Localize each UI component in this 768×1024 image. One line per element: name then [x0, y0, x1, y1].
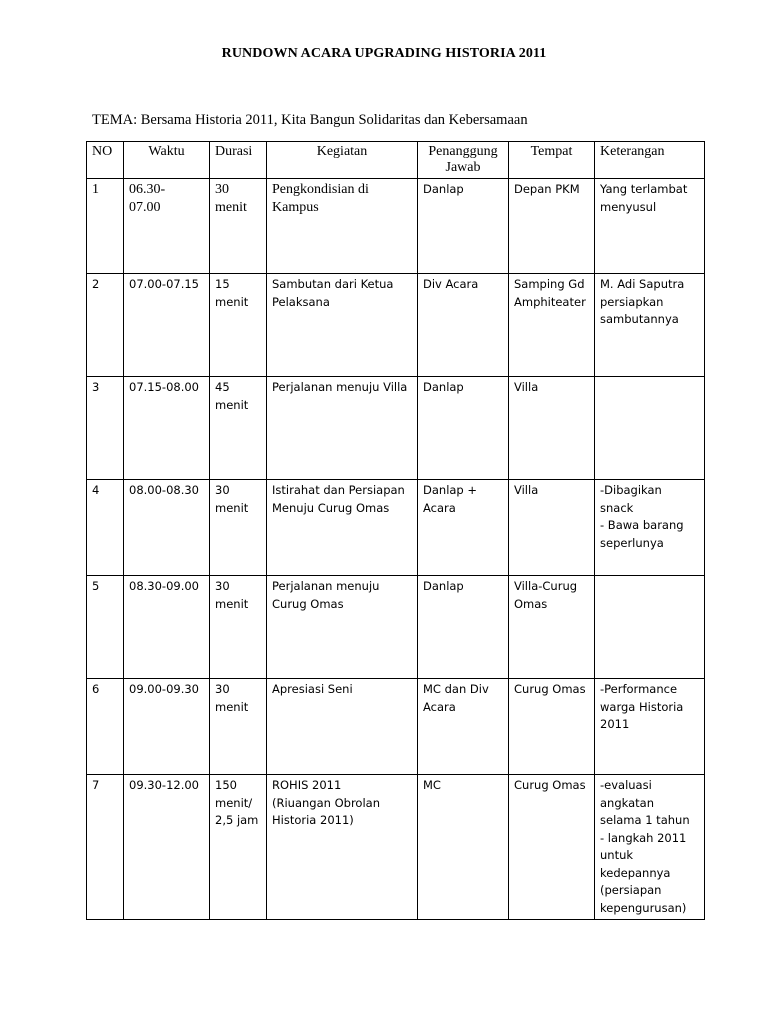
- cell-tempat: Villa-Curug Omas: [509, 576, 595, 679]
- header-kegiatan: Kegiatan: [267, 142, 418, 179]
- cell-no: 2: [87, 274, 124, 377]
- cell-durasi: 30 menit: [210, 576, 267, 679]
- cell-penanggung-jawab: MC: [418, 775, 509, 920]
- cell-waktu: 07.15-08.00: [124, 377, 210, 480]
- table-row: [87, 679, 705, 775]
- cell-tempat: Curug Omas: [509, 679, 595, 775]
- cell-no: 5: [87, 576, 124, 679]
- cell-penanggung-jawab: Danlap: [418, 179, 509, 274]
- cell-waktu: 09.30-12.00: [124, 775, 210, 920]
- rundown-table: [86, 141, 705, 920]
- cell-tempat: Depan PKM: [509, 179, 595, 274]
- cell-waktu: 07.00-07.15: [124, 274, 210, 377]
- cell-durasi: 15 menit: [210, 274, 267, 377]
- header-tempat: Tempat: [509, 142, 595, 179]
- cell-durasi: 30 menit: [210, 679, 267, 775]
- cell-kegiatan: ROHIS 2011 (Riuangan Obrolan Historia 2011): [267, 775, 418, 920]
- cell-keterangan: [595, 377, 705, 480]
- header-waktu: Waktu: [124, 142, 210, 179]
- cell-penanggung-jawab: Div Acara: [418, 274, 509, 377]
- cell-tempat: Curug Omas: [509, 775, 595, 920]
- cell-no: 3: [87, 377, 124, 480]
- cell-durasi: 45 menit: [210, 377, 267, 480]
- table-row: [87, 179, 705, 274]
- cell-keterangan: [595, 576, 705, 679]
- cell-durasi: 150 menit/ 2,5 jam: [210, 775, 267, 920]
- cell-waktu: 06.30- 07.00: [124, 179, 210, 274]
- cell-kegiatan: Istirahat dan Persiapan Menuju Curug Omas: [267, 480, 418, 576]
- cell-penanggung-jawab: Danlap + Acara: [418, 480, 509, 576]
- cell-waktu: 09.00-09.30: [124, 679, 210, 775]
- header-durasi: Durasi: [210, 142, 267, 179]
- cell-penanggung-jawab: Danlap: [418, 576, 509, 679]
- cell-kegiatan: Perjalanan menuju Villa: [267, 377, 418, 480]
- cell-no: 7: [87, 775, 124, 920]
- cell-keterangan: Yang terlambat menyusul: [595, 179, 705, 274]
- header-penanggung-jawab: Penanggung Jawab: [418, 142, 509, 179]
- cell-tempat: Villa: [509, 377, 595, 480]
- cell-no: 4: [87, 480, 124, 576]
- cell-keterangan: M. Adi Saputra persiapkan sambutannya: [595, 274, 705, 377]
- cell-durasi: 30 menit: [210, 480, 267, 576]
- cell-keterangan: -evaluasi angkatan selama 1 tahun - langkah 2011 untuk kedepannya (persiapan kepengurusan): [595, 775, 705, 920]
- cell-no: 6: [87, 679, 124, 775]
- cell-kegiatan: Apresiasi Seni: [267, 679, 418, 775]
- cell-durasi: 30 menit: [210, 179, 267, 274]
- table-row: [87, 775, 705, 920]
- cell-kegiatan: Sambutan dari Ketua Pelaksana: [267, 274, 418, 377]
- document-title: RUNDOWN ACARA UPGRADING HISTORIA 2011: [221, 46, 547, 61]
- theme-line: TEMA: Bersama Historia 2011, Kita Bangun Solidaritas dan Kebersamaan: [92, 112, 528, 128]
- table-header-row: [87, 142, 705, 179]
- table-row: [87, 274, 705, 377]
- cell-waktu: 08.00-08.30: [124, 480, 210, 576]
- table-row: [87, 576, 705, 679]
- cell-keterangan: -Dibagikan snack - Bawa barang seperlunya: [595, 480, 705, 576]
- cell-waktu: 08.30-09.00: [124, 576, 210, 679]
- cell-kegiatan: Perjalanan menuju Curug Omas: [267, 576, 418, 679]
- table-row: [87, 480, 705, 576]
- cell-tempat: Samping Gd Amphiteater: [509, 274, 595, 377]
- cell-penanggung-jawab: Danlap: [418, 377, 509, 480]
- cell-no: 1: [87, 179, 124, 274]
- header-keterangan: Keterangan: [595, 142, 705, 179]
- cell-keterangan: -Performance warga Historia 2011: [595, 679, 705, 775]
- cell-kegiatan: Pengkondisian di Kampus: [267, 179, 418, 274]
- cell-penanggung-jawab: MC dan Div Acara: [418, 679, 509, 775]
- header-no: NO: [87, 142, 124, 179]
- table-row: [87, 377, 705, 480]
- cell-tempat: Villa: [509, 480, 595, 576]
